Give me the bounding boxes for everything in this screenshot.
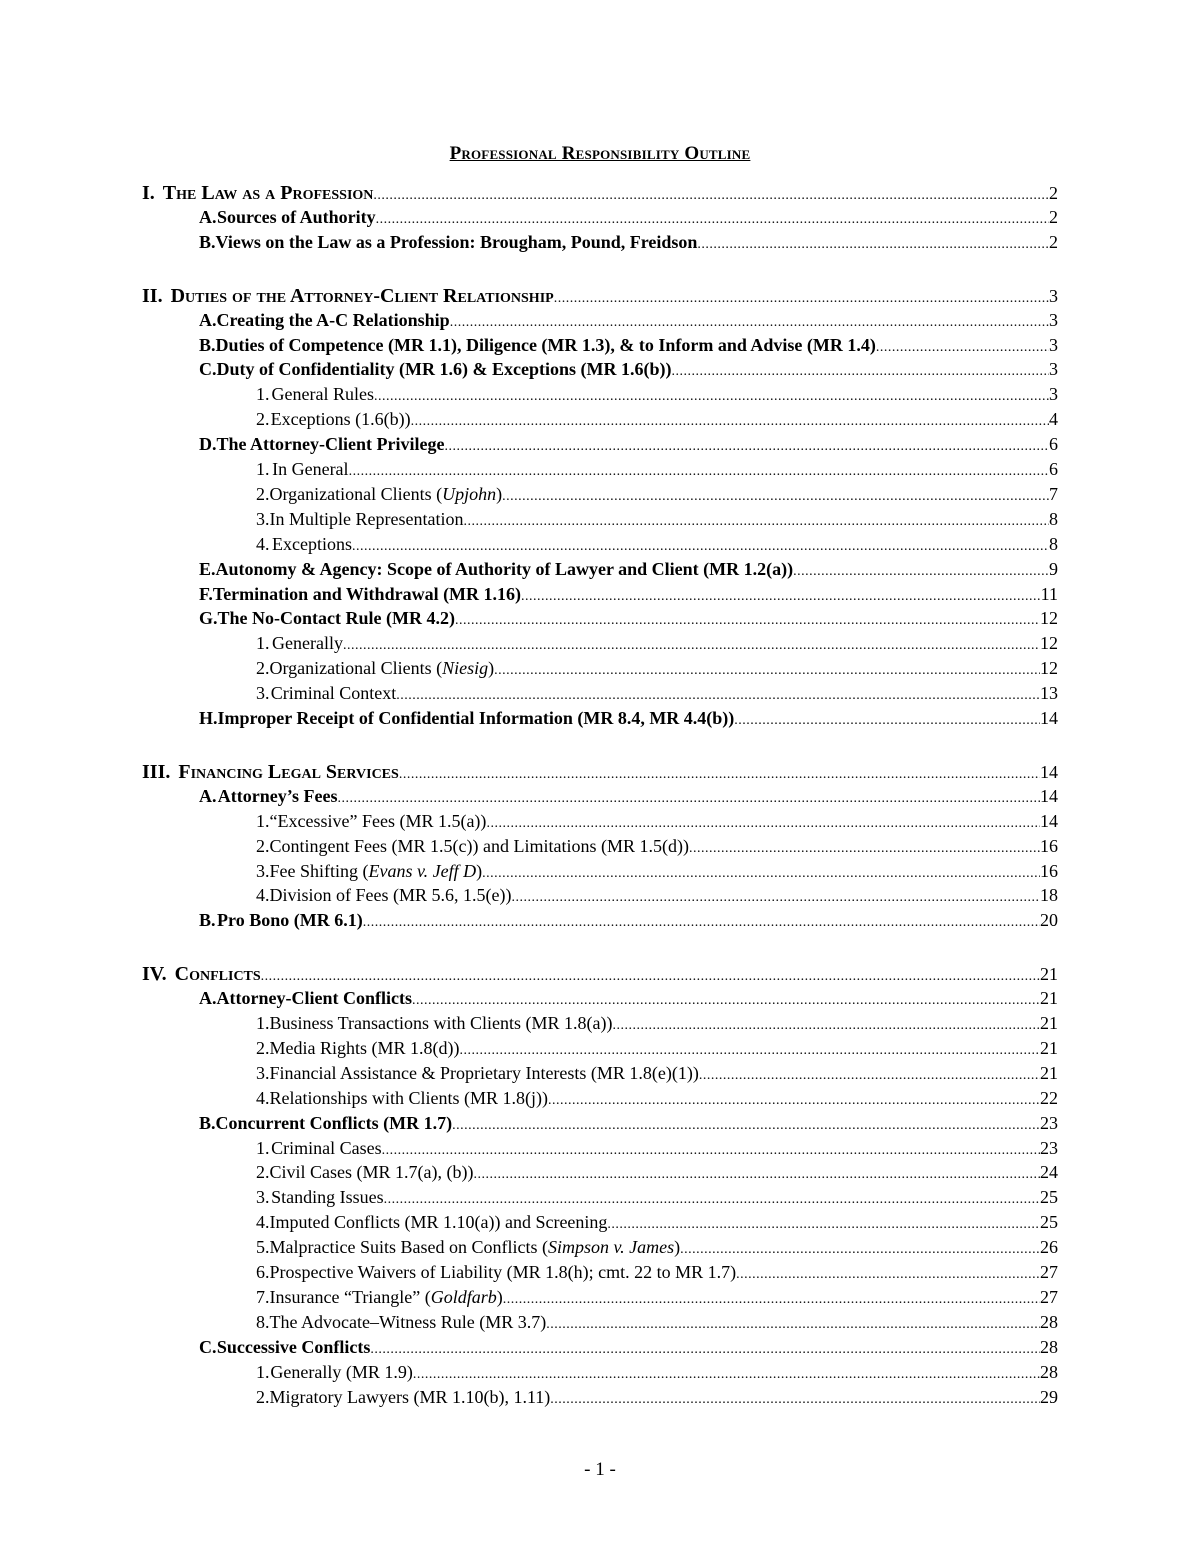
toc-entry-number: F. [199, 583, 213, 604]
dot-leader [550, 1392, 1040, 1408]
toc-entry-number: B. [199, 910, 216, 931]
toc-entry-page-number: 3 [1049, 334, 1058, 355]
toc-entry-number: G. [199, 608, 218, 629]
toc-entry-page-number: 26 [1040, 1237, 1058, 1258]
toc-entry-title-text: Exceptions [272, 533, 352, 554]
toc-entry-level-3 [256, 459, 1058, 484]
toc-entry-level-3 [256, 1138, 1058, 1163]
toc-entry-title [271, 409, 411, 430]
toc-entry-title [178, 761, 398, 784]
toc-entry-level-3 [256, 534, 1058, 559]
toc-entry-level-3 [256, 811, 1058, 836]
toc-entry-number: 2. [256, 483, 270, 504]
toc-entry-level-3 [256, 861, 1058, 886]
toc-entry-page-number: 2 [1049, 183, 1058, 203]
toc-entry-level-2 [199, 786, 1058, 811]
dot-leader [455, 613, 1040, 629]
toc-entry-page-number: 3 [1049, 384, 1058, 405]
toc-entry-title [218, 708, 735, 729]
toc-entry-title-text: Financial Assistance & Proprietary Interests (MR 1.8(e)(1)) [269, 1062, 699, 1083]
toc-entry-number: A. [199, 785, 217, 806]
toc-entry-level-2 [199, 1113, 1058, 1138]
dot-leader [382, 1143, 1040, 1159]
toc-entry-title-text: Malpractice Suits Based on Conflicts ( [269, 1237, 548, 1258]
toc-entry-title-text: Insurance “Triangle” ( [269, 1286, 431, 1307]
toc-entry-title [270, 658, 495, 679]
dot-leader [411, 414, 1049, 430]
toc-entry-title [270, 1162, 474, 1183]
toc-entry-number: 3. [256, 860, 270, 881]
toc-entry-title [270, 509, 464, 530]
toc-entry-level-1 [142, 182, 1058, 207]
toc-entry-page-number: 18 [1040, 885, 1058, 906]
toc-entry-number: B. [199, 231, 216, 252]
dot-leader [502, 489, 1049, 505]
dot-leader [373, 188, 1049, 204]
toc-entry-level-3 [256, 484, 1058, 509]
toc-entry-title-text: Business Transactions with Clients (MR 1.8(a)) [269, 1013, 613, 1033]
dot-leader [384, 1192, 1040, 1208]
dot-leader [671, 364, 1049, 380]
toc-entry-page-number: 12 [1040, 608, 1058, 629]
toc-entry-title-text: Generally (MR 1.9) [270, 1361, 413, 1382]
toc-entry-number: 3. [256, 1062, 270, 1083]
toc-entry-title [213, 584, 521, 605]
toc-entry-level-3 [256, 885, 1058, 910]
toc-entry-number: 1. [256, 1361, 270, 1382]
toc-entry-number: 2. [256, 1162, 270, 1183]
toc-entry-title [270, 1312, 547, 1333]
toc-entry-title-suffix: ) [496, 483, 503, 504]
toc-entry-number: 1. [256, 633, 270, 654]
toc-entry-title-text: The Attorney-Client Privilege [216, 434, 445, 455]
toc-entry-title-text: Pro Bono (MR 6.1) [217, 910, 363, 931]
dot-leader [459, 1043, 1040, 1059]
toc-entry-page-number: 21 [1040, 988, 1058, 1009]
toc-entry-title-text: In General [272, 459, 349, 479]
toc-entry-page-number: 6 [1049, 434, 1058, 455]
toc-entry-level-2 [199, 335, 1058, 360]
toc-entry-title [270, 1287, 503, 1308]
toc-entry-number: H. [199, 708, 218, 728]
toc-entry-level-1 [142, 963, 1058, 988]
toc-entry-title [270, 885, 512, 906]
toc-entry-title [217, 1337, 370, 1358]
toc-entry-title [270, 1013, 613, 1034]
toc-entry-number: B. [199, 334, 216, 355]
document-title: Professional Responsibility Outline [449, 143, 751, 164]
toc-entry-page-number: 14 [1040, 708, 1058, 728]
toc-entry-title-suffix: ) [674, 1237, 681, 1258]
toc-entry-title [218, 608, 455, 629]
toc-entry-title [217, 359, 672, 380]
toc-entry-title [218, 786, 338, 807]
toc-entry-page-number: 25 [1040, 1187, 1058, 1208]
toc-entry-title [272, 459, 348, 480]
toc-entry-title-text: Conflicts [174, 963, 261, 986]
dot-leader [463, 514, 1049, 530]
toc-entry-level-2 [199, 708, 1058, 733]
toc-entry-title-text: Migratory Lawyers (MR 1.10(b), 1.11) [269, 1386, 551, 1407]
dot-leader [452, 1118, 1040, 1134]
dot-leader [450, 315, 1049, 331]
toc-entry-number: 2. [256, 835, 270, 856]
toc-entry-case-name: Upjohn [442, 483, 497, 504]
toc-entry-number: 7. [256, 1286, 270, 1307]
toc-entry-title [270, 1088, 549, 1109]
toc-entry-title [271, 683, 397, 704]
toc-entry-case-name: Simpson v. James [547, 1237, 675, 1258]
toc-entry-number: 4. [256, 1212, 270, 1233]
toc-entry-title [217, 310, 450, 331]
dot-leader [697, 237, 1049, 253]
toc-entry-number: 1. [256, 810, 270, 831]
dot-leader [352, 539, 1049, 555]
dot-leader [396, 688, 1040, 704]
toc-entry-title [270, 811, 487, 832]
toc-entry-page-number: 4 [1049, 409, 1058, 430]
toc-entry-level-3 [256, 1212, 1058, 1237]
dot-leader [494, 663, 1040, 679]
toc-entry-level-3 [256, 1237, 1058, 1262]
toc-entry-number: I. [142, 182, 155, 204]
toc-entry-number: A. [199, 988, 217, 1009]
dot-leader [338, 791, 1040, 807]
toc-entry-title [270, 1038, 460, 1059]
toc-entry-level-3 [256, 1362, 1058, 1387]
toc-entry-page-number: 25 [1040, 1212, 1058, 1233]
toc-entry-title-text: Organizational Clients ( [269, 658, 443, 679]
toc-entry-level-2 [199, 559, 1058, 584]
toc-entry-title [216, 559, 794, 580]
toc-entry-number: 1. [256, 384, 270, 405]
toc-entry-title [272, 633, 343, 654]
toc-entry-page-number: 2 [1049, 231, 1058, 252]
toc-entry-level-2 [199, 608, 1058, 633]
toc-entry-title [272, 384, 374, 405]
toc-entry-title [216, 232, 698, 253]
toc-entry-number: 6. [256, 1262, 270, 1282]
toc-entry-level-2 [199, 988, 1058, 1013]
toc-entry-page-number: 21 [1040, 1062, 1058, 1083]
toc-entry-page-number: 13 [1040, 683, 1058, 704]
toc-entry-number: A. [199, 206, 217, 227]
toc-entry-title-text: Financing Legal Services [178, 760, 399, 783]
toc-entry-page-number: 14 [1040, 761, 1058, 782]
toc-entry-title [270, 836, 689, 857]
toc-entry-page-number: 9 [1049, 558, 1058, 579]
dot-leader [261, 969, 1040, 985]
dot-leader [680, 1242, 1040, 1258]
toc-entry-title-text: Fee Shifting ( [269, 860, 369, 881]
dot-leader [793, 564, 1049, 580]
toc-entry-number: 2. [256, 658, 270, 679]
dot-leader [399, 767, 1040, 783]
toc-entry-title-text: Attorney’s Fees [217, 785, 338, 806]
dot-leader [511, 890, 1040, 906]
toc-entry-title-text: Standing Issues [271, 1187, 384, 1208]
toc-entry-page-number: 21 [1040, 1037, 1058, 1058]
toc-entry-title-text: Improper Receipt of Confidential Information (MR 8.4, MR 4.4(b)) [217, 708, 735, 728]
toc-entry-title [270, 1212, 608, 1233]
toc-entry-title [270, 1387, 551, 1408]
dot-leader [734, 713, 1040, 729]
page-number-footer: - 1 - [584, 1459, 616, 1480]
toc-entry-number: 1. [256, 459, 270, 479]
toc-entry-number: 5. [256, 1237, 270, 1258]
toc-entry-page-number: 2 [1049, 206, 1058, 227]
toc-entry-number: B. [199, 1112, 216, 1133]
dot-leader [444, 439, 1049, 455]
toc-entry-title [171, 285, 554, 308]
toc-entry-number: 8. [256, 1311, 270, 1332]
toc-entry-number: IV. [142, 963, 167, 986]
toc-entry-level-3 [256, 1063, 1058, 1088]
toc-entry-case-name: Goldfarb [430, 1286, 497, 1307]
toc-entry-title [270, 1362, 412, 1383]
toc-entry-page-number: 20 [1040, 910, 1058, 931]
toc-entry-level-2 [199, 310, 1058, 335]
toc-entry-page-number: 28 [1040, 1361, 1058, 1382]
toc-entry-page-number: 12 [1040, 633, 1058, 654]
toc-entry-number: E. [199, 558, 216, 579]
toc-entry-title [272, 534, 352, 555]
dot-leader [343, 638, 1040, 654]
toc-entry-level-1 [142, 761, 1058, 786]
toc-entry-title [217, 910, 363, 931]
toc-entry-page-number: 27 [1040, 1286, 1058, 1307]
dot-leader [473, 1167, 1040, 1183]
toc-entry-title-suffix: ) [488, 658, 495, 679]
toc-entry-page-number: 28 [1040, 1336, 1058, 1357]
toc-entry-number: 3. [256, 1187, 270, 1208]
toc-entry-title [271, 1138, 382, 1159]
dot-leader [349, 464, 1049, 480]
toc-entry-level-3 [256, 1312, 1058, 1337]
toc-entry-level-3 [256, 1038, 1058, 1063]
dot-leader [412, 993, 1040, 1009]
toc-entry-page-number: 16 [1040, 860, 1058, 881]
dot-leader [699, 1068, 1040, 1084]
toc-entry-level-2 [199, 434, 1058, 459]
dot-leader [876, 340, 1049, 356]
dot-leader [482, 866, 1040, 882]
toc-entry-title-text: Attorney-Client Conflicts [216, 988, 412, 1009]
toc-entry-page-number: 21 [1040, 964, 1058, 985]
toc-entry-level-2 [199, 910, 1058, 935]
toc-entry-level-3 [256, 509, 1058, 534]
toc-entry-title-text: Sources of Authority [216, 206, 376, 227]
toc-entry-level-3 [256, 633, 1058, 658]
dot-leader [546, 1317, 1040, 1333]
toc-entry-case-name: Niesig [442, 658, 489, 679]
toc-entry-number: 2. [256, 1386, 270, 1407]
toc-entry-title-text: Civil Cases (MR 1.7(a), (b)) [269, 1162, 474, 1183]
toc-entry-page-number: 3 [1049, 359, 1058, 380]
toc-entry-title-text: Duty of Confidentiality (MR 1.6) & Exceptions (MR 1.6(b)) [216, 359, 672, 380]
toc-entry-title [217, 434, 445, 455]
toc-entry-title [217, 207, 376, 228]
toc-entry-level-3 [256, 1162, 1058, 1187]
toc-entry-page-number: 21 [1040, 1013, 1058, 1033]
toc-entry-title [271, 1187, 384, 1208]
toc-entry-title-text: Criminal Cases [271, 1137, 382, 1158]
toc-entry-title-text: Creating the A-C Relationship [216, 309, 450, 330]
toc-entry-case-name: Evans v. Jeff D [368, 860, 477, 881]
toc-entry-level-3 [256, 1013, 1058, 1038]
toc-entry-level-2 [199, 359, 1058, 384]
dot-leader [363, 915, 1040, 931]
toc-entry-page-number: 22 [1040, 1087, 1058, 1108]
toc-entry-level-3 [256, 1287, 1058, 1312]
toc-entry-title-text: Criminal Context [270, 683, 397, 704]
toc-entry-page-number: 29 [1040, 1386, 1058, 1407]
toc-entry-page-number: 11 [1040, 583, 1058, 604]
toc-entry-page-number: 6 [1049, 459, 1058, 479]
toc-entry-level-3 [256, 658, 1058, 683]
toc-entry-title-text: Termination and Withdrawal (MR 1.16) [212, 583, 522, 604]
dot-leader [736, 1267, 1040, 1283]
dot-leader [376, 212, 1049, 228]
toc-entry-title-text: Contingent Fees (MR 1.5(c)) and Limitations (MR 1.5(d)) [269, 835, 689, 856]
dot-leader [548, 1093, 1040, 1109]
toc-entry-level-3 [256, 1262, 1058, 1287]
dot-leader [607, 1217, 1040, 1233]
toc-entry-title-suffix: ) [496, 1286, 503, 1307]
toc-entry-title-text: In Multiple Representation [269, 508, 464, 529]
toc-entry-title-text: Organizational Clients ( [269, 483, 443, 504]
toc-entry-page-number: 8 [1049, 533, 1058, 554]
toc-entry-level-1 [142, 285, 1058, 310]
toc-entry-title [163, 182, 374, 205]
toc-entry-title-text: The Advocate–Witness Rule (MR 3.7) [269, 1311, 547, 1332]
toc-entry-number: III. [142, 760, 171, 783]
dot-leader [613, 1018, 1040, 1034]
toc-entry-page-number: 7 [1049, 483, 1058, 504]
toc-entry-level-3 [256, 1387, 1058, 1412]
toc-entry-number: C. [199, 1336, 217, 1357]
toc-entry-title-suffix: ) [476, 860, 483, 881]
toc-entry-number: 2. [256, 1037, 270, 1058]
toc-entry-page-number: 14 [1040, 810, 1058, 831]
toc-entry-page-number: 16 [1040, 835, 1058, 856]
toc-entry-level-2 [199, 584, 1058, 609]
toc-entry-title [216, 335, 876, 356]
dot-leader [413, 1367, 1040, 1383]
toc-entry-level-2 [199, 1337, 1058, 1362]
dot-leader [486, 816, 1040, 832]
toc-entry-page-number: 23 [1040, 1112, 1058, 1133]
toc-entry-number: II. [142, 284, 163, 307]
toc-entry-number: 1. [256, 1013, 270, 1033]
toc-entry-title-text: Media Rights (MR 1.8(d)) [269, 1037, 460, 1058]
toc-entry-number: 2. [256, 409, 270, 430]
toc-entry-title [270, 1237, 681, 1258]
toc-entry-level-2 [199, 207, 1058, 232]
toc-entry-title-text: General Rules [271, 384, 374, 405]
toc-entry-level-3 [256, 384, 1058, 409]
toc-entry-level-3 [256, 683, 1058, 708]
toc-entry-title-text: Successive Conflicts [216, 1336, 371, 1357]
toc-entry-number: 3. [256, 508, 270, 529]
toc-entry-number: 4. [256, 533, 270, 554]
toc-entry-title [270, 484, 503, 505]
toc-entry-level-2 [199, 232, 1058, 257]
dot-leader [689, 841, 1040, 857]
toc-entry-title-text: The No-Contact Rule (MR 4.2) [217, 608, 455, 629]
toc-entry-page-number: 28 [1040, 1311, 1058, 1332]
toc-entry-number: D. [199, 434, 217, 455]
toc-entry-title [270, 1063, 699, 1084]
toc-entry-title-text: Imputed Conflicts (MR 1.10(a)) and Screening [269, 1212, 608, 1233]
dot-leader [554, 291, 1049, 307]
toc-entry-number: 1. [256, 1137, 270, 1158]
toc-entry-level-3 [256, 1187, 1058, 1212]
toc-entry-title-text: Exceptions (1.6(b)) [270, 409, 411, 430]
toc-entry-title-text: The Law as a Profession [162, 182, 374, 204]
toc-entry-level-3 [256, 836, 1058, 861]
dot-leader [374, 389, 1049, 405]
toc-entry-number: A. [199, 309, 217, 330]
dot-leader [521, 589, 1041, 605]
toc-entry-title [270, 861, 483, 882]
toc-entry-page-number: 3 [1049, 309, 1058, 330]
toc-entry-page-number: 24 [1040, 1162, 1058, 1183]
toc-entry-title [216, 1113, 453, 1134]
toc-entry-title-text: Duties of Competence (MR 1.1), Diligence (MR 1.3), & to Inform and Advise (MR 1.4) [215, 334, 876, 355]
toc-entry-title-text: Prospective Waivers of Liability (MR 1.8(h); cmt. 22 to MR 1.7) [269, 1262, 737, 1282]
toc-entry-title [175, 963, 261, 986]
toc-entry-number: 4. [256, 885, 270, 906]
toc-entry-title-text: “Excessive” Fees (MR 1.5(a)) [269, 810, 487, 831]
toc-entry-level-3 [256, 409, 1058, 434]
dot-leader [503, 1292, 1040, 1308]
toc-entry-page-number: 3 [1049, 285, 1058, 306]
toc-entry-number: 3. [256, 683, 270, 704]
toc-entry-number: C. [199, 359, 217, 380]
toc-entry-title-text: Duties of the Attorney-Client Relationship [170, 284, 554, 307]
toc-entry-page-number: 27 [1040, 1262, 1058, 1282]
toc-entry-page-number: 12 [1040, 658, 1058, 679]
toc-entry-title-text: Concurrent Conflicts (MR 1.7) [215, 1112, 453, 1133]
toc-entry-title-text: Views on the Law as a Profession: Brougham, Pound, Freidson [215, 231, 698, 252]
toc-entry-page-number: 23 [1040, 1137, 1058, 1158]
toc-entry-page-number: 14 [1040, 785, 1058, 806]
toc-entry-level-3 [256, 1088, 1058, 1113]
toc-entry-title-text: Relationships with Clients (MR 1.8(j)) [269, 1087, 548, 1108]
toc-entry-title-text: Autonomy & Agency: Scope of Authority of Lawyer and Client (MR 1.2(a)) [215, 558, 794, 579]
toc-entry-page-number: 8 [1049, 508, 1058, 529]
toc-entry-title-text: Generally [272, 633, 343, 654]
toc-entry-title-text: Division of Fees (MR 5.6, 1.5(e)) [269, 885, 512, 906]
toc-entry-title [270, 1262, 737, 1283]
toc-entry-title [217, 988, 412, 1009]
dot-leader [370, 1342, 1040, 1358]
toc-entry-number: 4. [256, 1087, 270, 1108]
